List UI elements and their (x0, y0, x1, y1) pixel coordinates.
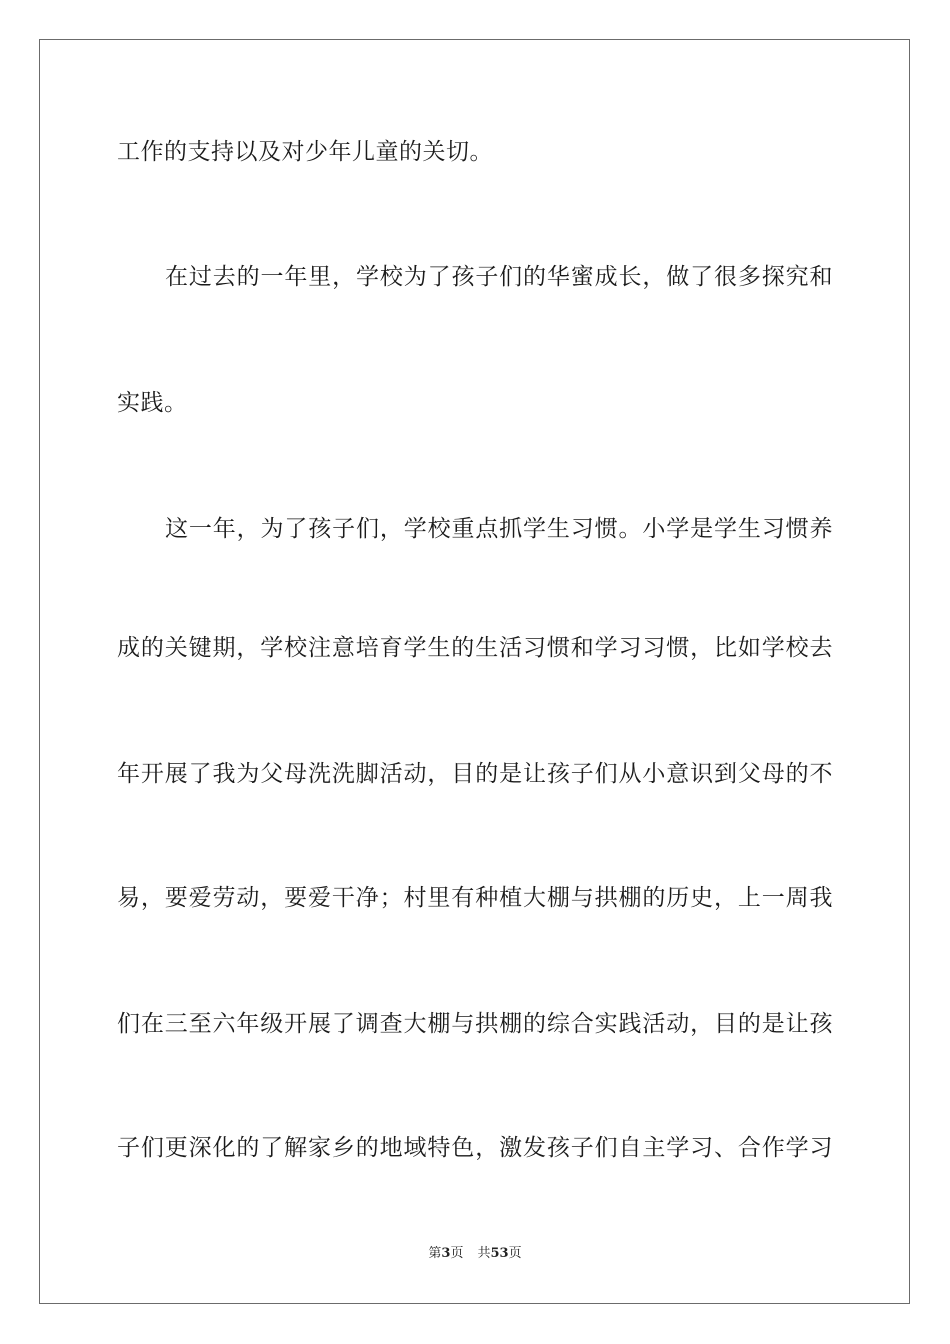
text-line-1: 工作的支持以及对少年儿童的关切。 (117, 139, 493, 165)
text-line-6: 年开展了我为父母洗洗脚活动，目的是让孩子们从小意识到父母的不 (117, 761, 833, 787)
text-line-7: 易，要爱劳动，要爱干净；村里有种植大棚与拱棚的历史，上一周我 (117, 885, 833, 911)
text-line-9: 子们更深化的了解家乡的地域特色，激发孩子们自主学习、合作学习 (117, 1135, 833, 1161)
page-border (39, 39, 910, 1304)
total-prefix: 共 (477, 1246, 491, 1261)
page-number: 3 (441, 1246, 451, 1261)
text-line-2: 在过去的一年里，学校为了孩子们的华蜜成长，做了很多探究和 (165, 264, 833, 290)
text-line-3: 实践。 (117, 390, 188, 416)
page-prefix: 第 (428, 1246, 442, 1261)
page-suffix: 页 (450, 1246, 464, 1261)
text-line-8: 们在三至六年级开展了调查大棚与拱棚的综合实践活动，目的是让孩 (117, 1011, 833, 1037)
text-line-4: 这一年，为了孩子们，学校重点抓学生习惯。小学是学生习惯养 (165, 516, 833, 542)
total-pages: 53 (490, 1246, 509, 1261)
total-suffix: 页 (508, 1246, 522, 1261)
page-footer (0, 1245, 950, 1263)
text-line-5: 成的关键期，学校注意培育学生的生活习惯和学习习惯，比如学校去 (117, 635, 833, 661)
